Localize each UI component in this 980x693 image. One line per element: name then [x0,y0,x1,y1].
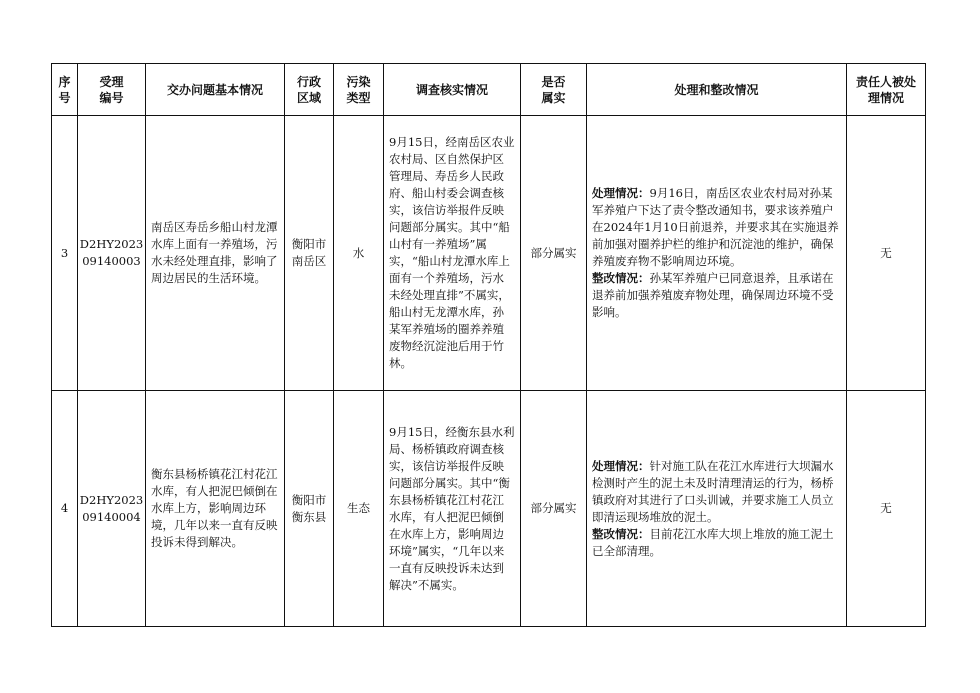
handling-cell [587,116,847,391]
region-cell: 衡阳市 南岳区 [285,116,334,391]
pollution-type-cell: 生态 [334,391,384,627]
rectification-label: 整改情况： [592,526,650,541]
header-region: 行政 区域 [285,64,334,116]
seq-cell: 4 [52,391,78,627]
handling-text [587,458,846,560]
handling-cell [587,391,847,627]
region-cell: 衡阳市 衡东县 [285,391,334,627]
investigation-text: 9月15日，经衡东县水利局、杨桥镇政府调查核实，该信访举报件反映问题部分属实。其中“衡东县杨桥镇花江村花江水库，有人把泥巴倾倒在水库上方，影响周边环境”属实，“几年以来一直有反映投诉未达到解决”不属实。 [389,424,515,592]
header-issue: 交办问题基本情况 [146,64,285,116]
seq-cell: 3 [52,116,78,391]
responsible-cell: 无 [847,391,926,627]
handling-detail: 9月16日，南岳区农业农村局对孙某军养殖户下达了责令整改通知书，要求该养殖户在2024年1月10日前退养，并要求其在实施退养前加强对圈养护栏的维护和沉淀池的维护，确保养殖废弃物不影响周边环境。 [592,186,839,268]
header-handling: 处理和整改情况 [587,64,847,116]
header-investigation: 调查核实情况 [384,64,521,116]
issue-cell [146,116,285,391]
is-true-cell: 部分属实 [521,116,587,391]
issue-cell [146,391,285,627]
is-true-cell: 部分属实 [521,391,587,627]
handling-label: 处理情况： [592,458,650,473]
header-is-true: 是否 属实 [521,64,587,116]
issue-text: 南岳区寿岳乡船山村龙潭水库上面有一养殖场，污水未经处理直排，影响了周边居民的生活环境。 [151,220,278,285]
responsible-cell: 无 [847,116,926,391]
header-acceptance-no: 受理 编号 [78,64,146,116]
complaint-table [51,63,926,627]
rectification-detail: 孙某军养殖户已同意退养，且承诺在退养前加强养殖废弃物处理，确保周边环境不受影响。 [592,271,834,319]
header-pollution-type: 污染 类型 [334,64,384,116]
header-row [52,64,926,116]
investigation-cell [384,391,521,627]
table-row [52,391,926,627]
investigation-text: 9月15日，经南岳区农业农村局、区自然保护区管理局、寿岳乡人民政府、船山村委会调查核实，该信访举报件反映问题部分属实。其中“船山村有一养殖场”属实，“船山村龙潭水库上面有一个养殖场，污水未经处理直排”不属实，船山村无龙潭水库，孙某军养殖场的圈养养殖废物经沉淀池后用于竹林。 [389,135,515,370]
acceptance-no-cell: D2HY2023 09140003 [78,116,146,391]
handling-label: 处理情况： [592,186,650,200]
acceptance-no-cell: D2HY2023 09140004 [78,391,146,627]
header-seq: 序 号 [52,64,78,116]
table-row [52,116,926,391]
handling-detail: 针对施工队在花江水库进行大坝漏水检测时产生的泥土未及时清理清运的行为，杨桥镇政府对其进行了口头训诫，并要求施工人员立即清运现场堆放的泥土。 [592,458,834,524]
header-responsible: 责任人被处 理情况 [847,64,926,116]
issue-text: 衡东县杨桥镇花江村花江水库，有人把泥巴倾倒在水库上方，影响周边环境，几年以来一直有反映投诉未得到解决。 [151,467,278,549]
pollution-type-cell: 水 [334,116,384,391]
rectification-detail: 目前花江水库大坝上堆放的施工泥土已全部清理。 [592,526,834,558]
rectification-label: 整改情况： [592,271,650,285]
handling-text [587,185,846,321]
investigation-cell [384,116,521,391]
